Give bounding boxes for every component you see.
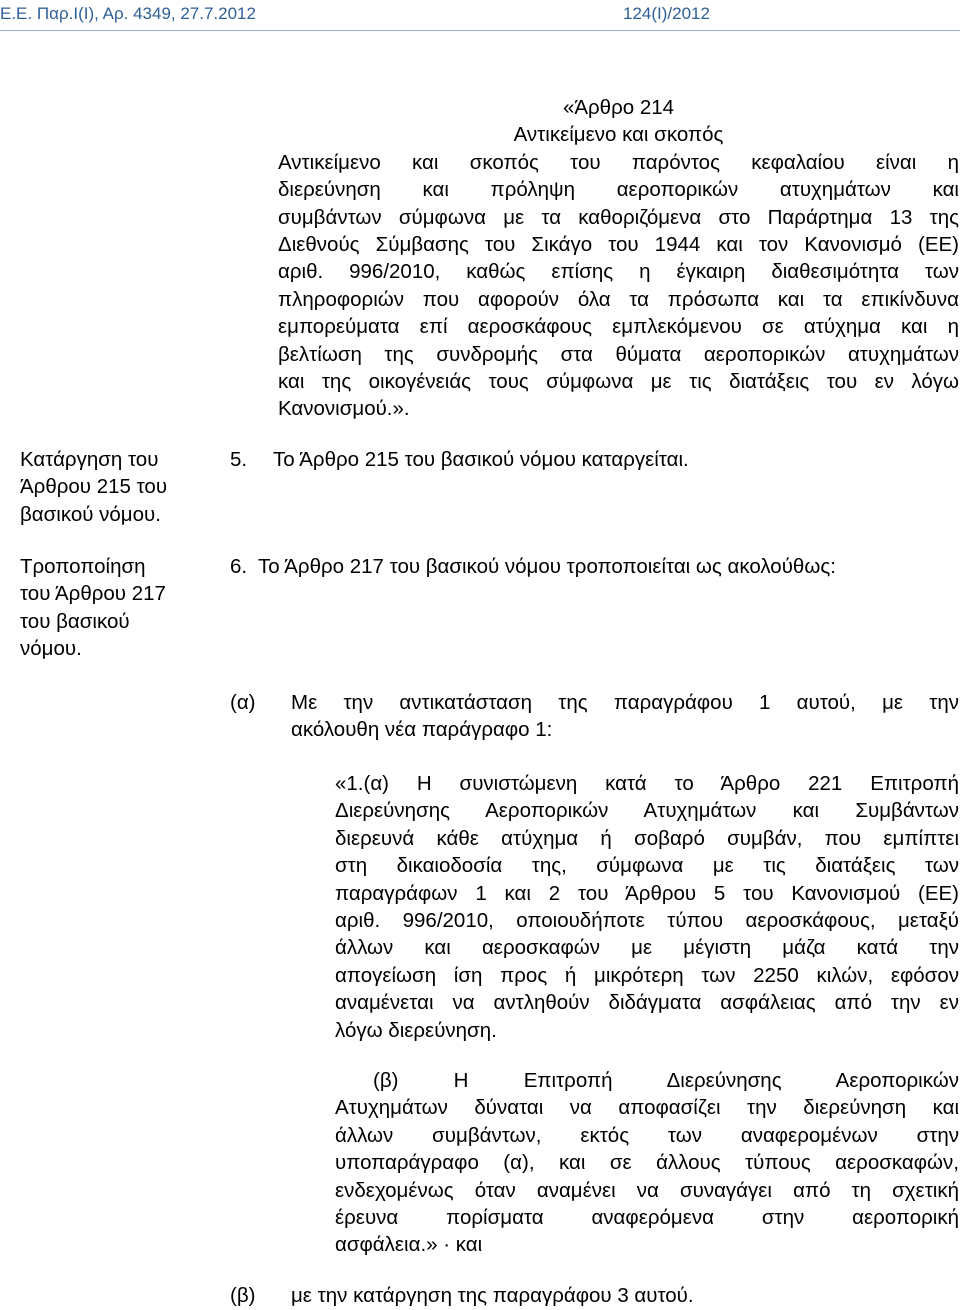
quote-text-line: διερευνά κάθε ατύχημα ή σοβαρό συμβάν, που εμπίπτει xyxy=(335,826,959,850)
paragraph-text: Το Άρθρο 215 του βασικού νόμου καταργείται. xyxy=(273,448,689,471)
article-subtitle: Αντικείμενο και σκοπός xyxy=(513,123,724,147)
article-text-line: Κανονισμού.». xyxy=(278,397,410,421)
quote-text-line: ασφάλεια.» · και xyxy=(335,1233,483,1257)
quote-text-line: άλλων και αεροσκαφών με μέγιστη μάζα κατά την xyxy=(335,936,959,960)
margin-note-line: Άρθρου 215 του xyxy=(20,475,168,499)
quote-text-line: Ατυχημάτων δύναται να αποφασίζει την διερεύνηση και xyxy=(335,1096,959,1120)
quote-paragraph-1b xyxy=(335,1067,959,1259)
article-text-line: εμπορεύματα επί αεροσκάφους εμπλεκόμενου σε ατύχημα και η xyxy=(278,315,959,339)
paragraph-number: 5. xyxy=(230,448,248,471)
law-number: 124(Ι)/2012 xyxy=(623,4,710,23)
margin-note-line: νόμου. xyxy=(20,637,82,661)
margin-note-line: Κατάργηση του xyxy=(20,448,159,471)
article-text-line: διερεύνηση και πρόληψη αεροπορικών ατυχημάτων και xyxy=(278,178,959,202)
article-text-line: αριθ. 996/2010, καθώς επίσης η έγκαιρη διαθεσιμότητα των xyxy=(278,260,959,284)
item-a xyxy=(0,689,960,749)
article-text-line: βελτίωση της συνδρομής στα θύματα αεροπορικών ατυχημάτων xyxy=(278,342,959,366)
margin-note-repeal xyxy=(20,446,200,528)
article-text-line: και της οικογένειάς τους σύμφωνα με τις διατάξεις του εν λόγω xyxy=(278,370,959,394)
item-text-line: ακόλουθη νέα παράγραφο 1: xyxy=(291,718,553,742)
header-rule xyxy=(0,30,960,31)
margin-note-line: βασικού νόμου. xyxy=(20,502,161,526)
quote-text-line: Διερεύνησης Αεροπορικών Ατυχημάτων και Συμβάντων xyxy=(335,799,959,823)
item-mark: (β) xyxy=(230,1284,256,1307)
quote-text-line: παραγράφων 1 και 2 του Άρθρου 5 του Κανονισμού (ΕΕ) xyxy=(335,881,959,905)
quote-text-line: στη δικαιοδοσία της, σύμφωνα με τις διατάξεις των xyxy=(335,854,959,878)
quote-text-line: αριθ. 996/2010, οποιουδήποτε τύπου αεροσκάφους, μεταξύ xyxy=(335,909,959,933)
item-mark: (α) xyxy=(230,691,256,714)
quote-text-line: ενδεχομένως όταν αναμένει να συναγάγει από τη σχετική xyxy=(335,1178,959,1202)
margin-note-amend xyxy=(20,553,200,663)
paragraph-text: Το Άρθρο 217 του βασικού νόμου τροποποιείται ως ακολούθως: xyxy=(258,555,836,578)
article-text-line: πληροφοριών που αφορούν όλα τα πρόσωπα και τα επικίνδυνα xyxy=(278,287,959,311)
paragraph-number: 6. xyxy=(230,555,248,578)
quote-text-line: υποπαράγραφο (α), και σε άλλους τύπους αεροσκαφών, xyxy=(335,1151,959,1175)
article-title: «Άρθρο 214 xyxy=(562,96,675,119)
gazette-reference: Ε.Ε. Παρ.Ι(Ι), Αρ. 4349, 27.7.2012 xyxy=(0,4,256,23)
article-text-line: Αντικείμενο και σκοπός του παρόντος κεφαλαίου είναι η xyxy=(278,150,959,174)
quote-text-line: απογείωση ίση προς ή μικρότερη των 2250 κιλών, εφόσον xyxy=(335,963,959,987)
quote-text-line: «1.(α) Η συνιστώμενη κατά το Άρθρο 221 Επιτροπή xyxy=(335,772,959,795)
margin-note-line: Τροποποίηση xyxy=(20,555,146,578)
margin-note-line: του Άρθρου 217 xyxy=(20,582,166,606)
quote-text-line: έρευνα πορίσματα αναφερόμενα στην αεροπορική xyxy=(335,1206,959,1230)
article-text-line: συμβάντων σύμφωνα με τα καθοριζόμενα στο Παράρτημα 13 της xyxy=(278,205,959,229)
quote-text-line: (β) Η Επιτροπή Διερεύνησης Αεροπορικών xyxy=(373,1069,959,1092)
quote-text-line: λόγω διερεύνηση. xyxy=(335,1018,497,1042)
margin-note-line: του βασικού xyxy=(20,609,130,633)
article-text-line: Διεθνούς Σύμβασης του Σικάγο του 1944 και τον Κανονισμό (ΕΕ) xyxy=(278,233,959,257)
quote-text-line: άλλων συμβάντων, εκτός των αναφερομένων στην xyxy=(335,1123,959,1147)
item-text-line: Με την αντικατάσταση της παραγράφου 1 αυτού, με την xyxy=(291,691,959,714)
item-text: με την κατάργηση της παραγράφου 3 αυτού. xyxy=(291,1284,694,1307)
item-b xyxy=(0,1282,960,1310)
quote-paragraph-1a xyxy=(335,770,959,1044)
article-214 xyxy=(278,94,959,423)
quote-text-line: αναμένεται να αντληθούν διδάγματα ασφάλειας από την εν xyxy=(335,991,959,1015)
